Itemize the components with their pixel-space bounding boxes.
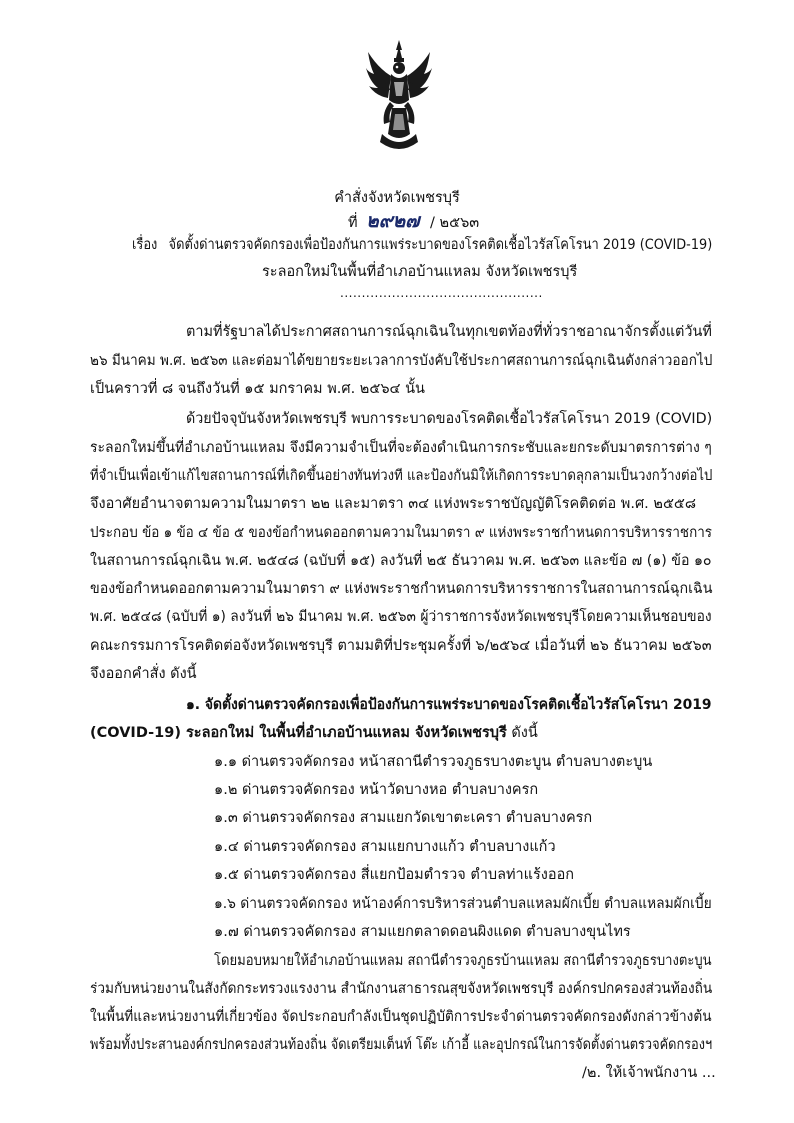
- body-line: จึงออกคำสั่ง ดังนี้: [90, 666, 197, 682]
- subject-line-2: ระลอกใหม่ในพื้นที่อำเภอบ้านแหลม จังหวัดเพชรบุรี: [262, 264, 578, 280]
- subject-label: เรื่อง: [132, 237, 158, 253]
- body-line: พ.ศ. ๒๕๔๘ (ฉบับที่ ๑) ลงวันที่ ๒๖ มีนาคม พ.ศ. ๒๕๖๓ ผู้ว่าราชการจังหวัดเพชรบุรีโดยความเห็นชอบของ: [90, 609, 712, 625]
- section-heading: ๑. จัดตั้งด่านตรวจคัดกรองเพื่อป้องกันการแพร่ระบาดของโรคติดเชื้อไวรัสโคโรนา 2019: [186, 697, 712, 713]
- next-page-reference: /๒. ให้เจ้าพนักงาน ...: [582, 1065, 716, 1081]
- order-number: [348, 206, 479, 236]
- section-heading-bold: (COVID-19) ระลอกใหม่ ในพื้นที่อำเภอบ้านแหลม จังหวัดเพชรบุรี: [90, 725, 507, 741]
- assignment-line: โดยมอบหมายให้อำเภอบ้านแหลม สถานีตำรวจภูธรบ้านแหลม สถานีตำรวจภูธรบางตะบูน: [214, 953, 712, 969]
- body-line: ตามที่รัฐบาลได้ประกาศสถานการณ์ฉุกเฉินในทุกเขตท้องที่ทั่วราชอาณาจักรตั้งแต่วันที่: [186, 324, 712, 340]
- subject-line-1: [132, 233, 712, 256]
- checkpoint-item: ๑.๕ ด่านตรวจคัดกรอง สี่แยกป้อมตำรวจ ตำบลท่าแร้งออก: [214, 867, 575, 883]
- assignment-line: พร้อมทั้งประสานองค์กรปกครองส่วนท้องถิ่น จัดเตรียมเต็นท์ โต๊ะ เก้าอี้ และอุปกรณ์ในการจัดตั้งด่านตรวจคัดกรองฯ: [90, 1037, 713, 1053]
- assignment-line: ในพื้นที่และหน่วยงานที่เกี่ยวข้อง จัดประกอบกำลังเป็นชุดปฏิบัติการประจำด่านตรวจคัดกรองดังกล่าวข้างต้น: [90, 1009, 712, 1025]
- body-line: ที่จำเป็นเพื่อเข้าแก้ไขสถานการณ์ที่เกิดขึ้นอย่างทันท่วงที และป้องกันมิให้เกิดการระบาดลุกลามเป็นวงกว้างต่อไป: [90, 468, 713, 484]
- body-line: จึงอาศัยอำนาจตามความในมาตรา ๒๒ และมาตรา ๓๔ แห่งพระราชบัญญัติโรคติดต่อ พ.ศ. ๒๕๕๘: [90, 496, 697, 512]
- subject-text-1: จัดตั้งด่านตรวจคัดกรองเพื่อป้องกันการแพร่ระบาดของโรคติดเชื้อไวรัสโคโรนา 2019 (COVID-19): [168, 237, 713, 253]
- divider-dots: ...............................................: [340, 286, 543, 300]
- body-line: ในสถานการณ์ฉุกเฉิน พ.ศ. ๒๕๔๘ (ฉบับที่ ๑๕) ลงวันที่ ๒๕ ธันวาคม พ.ศ. ๒๕๖๓ และข้อ ๗ (๑) ข้อ ๑๐: [90, 553, 712, 569]
- section-heading-rest: ดังนี้: [511, 725, 538, 741]
- checkpoint-item: ๑.๔ ด่านตรวจคัดกรอง สามแยกบางแก้ว ตำบลบางแก้ว: [214, 839, 556, 855]
- checkpoint-item: ๑.๖ ด่านตรวจคัดกรอง หน้าองค์การบริหารส่วนตำบลแหลมผักเบี้ย ตำบลแหลมผักเบี้ย: [214, 896, 712, 912]
- body-line: เป็นคราวที่ ๘ จนถึงวันที่ ๑๕ มกราคม พ.ศ. ๒๕๖๔ นั้น: [90, 381, 425, 397]
- order-number-year: / ๒๕๖๓: [430, 215, 480, 231]
- assignment-line: ร่วมกับหน่วยงานในสังกัดกระทรวงแรงงาน สำนักงานสาธารณสุขจังหวัดเพชรบุรี องค์กรปกครองส่วนท้องถิ่น: [90, 981, 713, 997]
- body-line: ประกอบ ข้อ ๑ ข้อ ๔ ข้อ ๕ ของข้อกำหนดออกตามความในมาตรา ๙ แห่งพระราชกำหนดการบริหารราชการ: [90, 525, 713, 541]
- body-line: ด้วยปัจจุบันจังหวัดเพชรบุรี พบการระบาดของโรคติดเชื้อไวรัสโคโรนา 2019 (COVID): [186, 411, 713, 427]
- order-title: คำสั่งจังหวัดเพชรบุรี: [334, 190, 460, 206]
- section-heading-line-2: [90, 721, 538, 744]
- order-number-handwritten: ๒๙๒๗: [366, 210, 420, 232]
- checkpoint-item: ๑.๒ ด่านตรวจคัดกรอง หน้าวัดบางหอ ตำบลบางครก: [214, 782, 539, 798]
- body-line: ๒๖ มีนาคม พ.ศ. ๒๕๖๓ และต่อมาได้ขยายระยะเวลาการบังคับใช้ประกาศสถานการณ์ฉุกเฉินดังกล่าวออกไป: [90, 353, 713, 369]
- body-line: ระลอกใหม่ขึ้นที่อำเภอบ้านแหลม จึงมีความจำเป็นที่จะต้องดำเนินการกระชับและยกระดับมาตรการต่าง ๆ: [90, 440, 712, 456]
- garuda-emblem-icon: [364, 38, 434, 156]
- checkpoint-item: ๑.๑ ด่านตรวจคัดกรอง หน้าสถานีตำรวจภูธรบางตะบูน ตำบลบางตะบูน: [214, 754, 653, 770]
- body-line: คณะกรรมการโรคติดต่อจังหวัดเพชรบุรี ตามมติที่ประชุมครั้งที่ ๖/๒๕๖๔ เมื่อวันที่ ๒๖ ธันวาคม ๒๕๖๓: [90, 638, 712, 654]
- order-number-prefix: ที่: [348, 215, 358, 231]
- checkpoint-item: ๑.๓ ด่านตรวจคัดกรอง สามแยกวัดเขาตะเครา ตำบลบางครก: [214, 810, 593, 826]
- body-line: ของข้อกำหนดออกตามความในมาตรา ๙ แห่งพระราชกำหนดการบริหารราชการในสถานการณ์ฉุกเฉิน: [90, 581, 713, 597]
- checkpoint-item: ๑.๗ ด่านตรวจคัดกรอง สามแยกตลาดดอนผิงแดด ตำบลบางขุนไทร: [214, 924, 631, 940]
